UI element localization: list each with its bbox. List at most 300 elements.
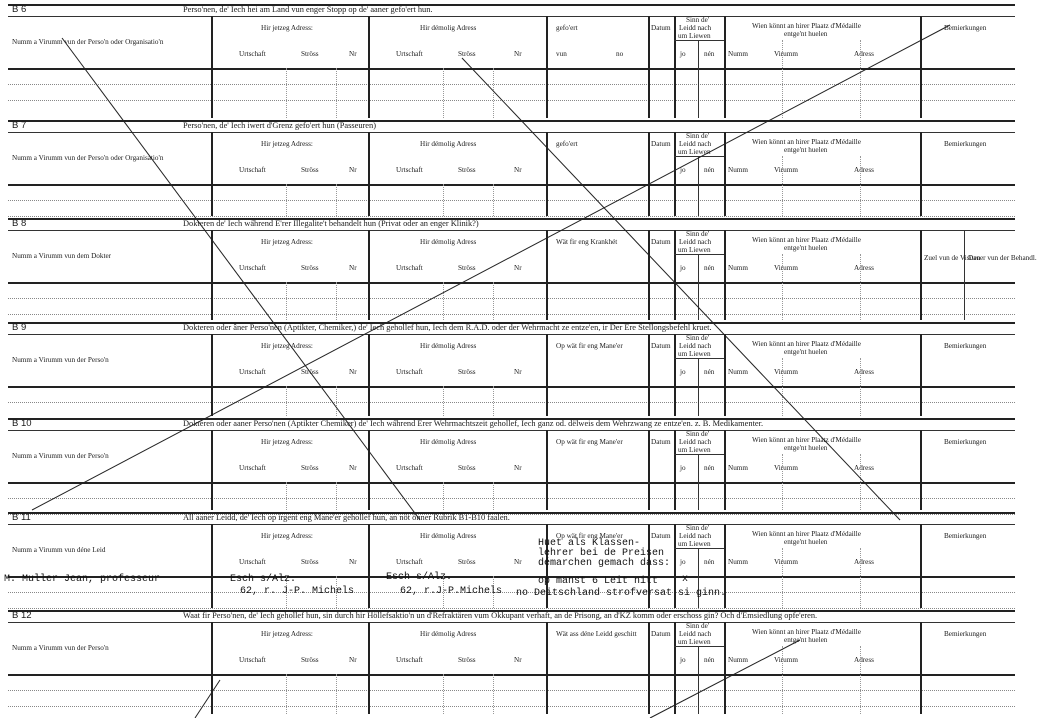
column-header-medal: Wien könnt an hirer Plaatz d'Médaille xyxy=(752,530,861,538)
rule xyxy=(8,132,1015,133)
column-header-date: Datum xyxy=(651,140,671,148)
column-header-locality: Urtschaft xyxy=(396,464,423,472)
section-code: B 8 xyxy=(12,218,27,229)
column-divider xyxy=(443,674,444,714)
rule xyxy=(8,282,1015,284)
section-code: B 11 xyxy=(12,512,31,523)
column-divider xyxy=(443,282,444,320)
column-header-medal-firstname: Virumm xyxy=(774,264,798,272)
column-header-street: Ströss xyxy=(301,264,319,272)
column-header-street: Ströss xyxy=(301,166,319,174)
column-divider xyxy=(546,334,548,416)
column-header-medal-firstname: Virumm xyxy=(774,558,798,566)
column-header-number: Nr xyxy=(514,464,522,472)
column-header-date: Datum xyxy=(651,630,671,638)
column-header-remarks: Bemierkungen xyxy=(944,140,987,148)
column-header-number: Nr xyxy=(349,464,357,472)
column-divider xyxy=(211,622,213,714)
column-header-street: Ströss xyxy=(458,656,476,664)
column-header-alive: Leidd nach xyxy=(679,24,712,32)
column-header-medal-address: Adress xyxy=(854,464,874,472)
column-divider xyxy=(698,358,699,416)
column-divider xyxy=(648,334,650,416)
rule xyxy=(8,84,1015,85)
section-title: Dokteren oder âner Perso'nen (Aptikter, Chemiker,) de' Iech gehollef hun, Iech dem R.A.D. oder der Wehrmacht ze entze'en, ir Der Ere Stellongsbefehl kruet. xyxy=(183,323,712,332)
column-header-street: Ströss xyxy=(458,166,476,174)
column-divider xyxy=(782,358,783,416)
column-header-current-address: Hir jetzeg Adress: xyxy=(261,532,313,540)
column-header-medal: entge'nt huelen xyxy=(784,30,828,38)
column-header-alive: Leidd nach xyxy=(679,238,712,246)
column-divider xyxy=(648,230,650,320)
column-header-current-address: Hir jetzeg Adress: xyxy=(261,438,313,446)
typed-former-locality: Esch s/Alz. xyxy=(386,572,453,583)
column-divider xyxy=(782,156,783,216)
column-header-medal-name: Numm xyxy=(728,464,748,472)
column-divider xyxy=(648,622,650,714)
column-divider xyxy=(286,482,287,510)
rule xyxy=(8,622,1015,623)
column-header-locality: Urtschaft xyxy=(396,368,423,376)
section-b9 xyxy=(8,322,1015,416)
column-header-medal-name: Numm xyxy=(728,50,748,58)
rule xyxy=(8,498,1015,499)
typed-former-street: 62, r.J-P.Michels xyxy=(400,586,503,597)
column-header-medal-name: Numm xyxy=(728,166,748,174)
rule xyxy=(8,512,1015,514)
column-header-locality: Urtschaft xyxy=(239,264,266,272)
section-code: B 7 xyxy=(12,120,27,131)
column-header-street: Ströss xyxy=(301,368,319,376)
column-divider xyxy=(674,430,676,510)
column-divider xyxy=(286,282,287,320)
typed-current-street: 62, r. J-P. Michels xyxy=(240,586,355,597)
column-header-former-address: Hir démolig Adress xyxy=(420,342,477,350)
column-header-current-address: Hir jetzeg Adress: xyxy=(261,24,313,32)
column-header-medal: entge'nt huelen xyxy=(784,146,828,154)
column-header-number: Nr xyxy=(514,50,522,58)
column-header-from: vun xyxy=(556,50,567,58)
section-code: B 12 xyxy=(12,610,32,621)
column-divider xyxy=(674,230,676,320)
column-divider xyxy=(493,184,494,216)
column-header-alive: um Liewen xyxy=(678,148,711,156)
rule xyxy=(8,200,1015,201)
column-header-alive: Sinn de' xyxy=(686,622,710,630)
column-header-medal: Wien könnt an hirer Plaatz d'Médaille xyxy=(752,628,861,636)
section-title: Dokteren de' Iech wa̋hrend E'rer Illegalite't behandelt hun (Privat oder an enger Klinik?) xyxy=(183,219,479,228)
column-header-date: Datum xyxy=(651,24,671,32)
rule xyxy=(8,690,1015,691)
column-header-medal: entge'nt huelen xyxy=(784,636,828,644)
rule xyxy=(8,706,1015,707)
column-header-alive: Leidd nach xyxy=(679,438,712,446)
column-divider xyxy=(546,622,548,714)
column-header-alive: Leidd nach xyxy=(679,342,712,350)
section-title: Perso'nen, de' Iech hei am Land vun enger Stopp op de' aaner gefo'ert hun. xyxy=(183,5,433,14)
column-header-street: Ströss xyxy=(458,464,476,472)
typed-how-line-2: lehrer bei de Preisen xyxy=(538,548,665,559)
column-divider xyxy=(724,230,726,320)
column-header-alive: um Liewen xyxy=(678,446,711,454)
column-header-medal-name: Numm xyxy=(728,368,748,376)
section-b12 xyxy=(8,610,1015,714)
column-header-medal-firstname: Virumm xyxy=(774,464,798,472)
column-divider xyxy=(920,524,922,608)
column-divider xyxy=(368,622,370,714)
rule xyxy=(8,482,1015,484)
column-header-locality: Urtschaft xyxy=(396,558,423,566)
column-divider xyxy=(493,674,494,714)
column-header-remarks: Bemierkungen xyxy=(944,24,987,32)
column-divider xyxy=(493,282,494,320)
section-code: B 9 xyxy=(12,322,27,333)
column-header-medal-address: Adress xyxy=(854,368,874,376)
column-divider xyxy=(546,230,548,320)
typed-name: M. Muller Jean, professeur xyxy=(4,574,161,585)
column-header-no: nén xyxy=(704,464,715,472)
column-header-street: Ströss xyxy=(301,464,319,472)
column-header-locality: Urtschaft xyxy=(396,656,423,664)
column-header-detail: Op wät fir eng Mane'er xyxy=(556,342,623,350)
column-divider xyxy=(368,524,370,608)
section-b10 xyxy=(8,418,1015,510)
column-header-yes: jo xyxy=(680,50,686,58)
column-header-current-address: Hir jetzeg Adress: xyxy=(261,342,313,350)
column-header-yes: jo xyxy=(680,656,686,664)
column-header-alive: um Liewen xyxy=(678,540,711,548)
column-header-former-address: Hir démolig Adress xyxy=(420,438,477,446)
column-header-alive: Leidd nach xyxy=(679,140,712,148)
section-title: Dokteren oder aaner Perso'nen (Aptikter Chemiker) de' Iech wa̋hrend Erer Wehrmachtszeit gehollef, Iech ganz od. dëlweis dem Wehrzwang ze entze'en. z. B. Medikamenter. xyxy=(183,419,764,428)
rule xyxy=(8,4,1015,6)
column-divider xyxy=(920,430,922,510)
column-header-medal-name: Numm xyxy=(728,264,748,272)
column-header-alive: um Liewen xyxy=(678,350,711,358)
column-divider xyxy=(211,430,213,510)
rule xyxy=(8,430,1015,431)
column-header-medal-address: Adress xyxy=(854,166,874,174)
column-header-medal-firstname: Virumm xyxy=(774,166,798,174)
section-code: B 10 xyxy=(12,418,32,429)
column-divider xyxy=(336,482,337,510)
column-header-name: Numm a Virumm vun dem Dokter xyxy=(12,252,112,260)
column-divider xyxy=(724,334,726,416)
column-header-alive: Sinn de' xyxy=(686,16,710,24)
column-divider xyxy=(546,132,548,216)
column-header-medal-firstname: Virumm xyxy=(774,368,798,376)
column-header-number: Nr xyxy=(514,656,522,664)
column-header-medal: Wien könnt an hirer Plaatz d'Médaille xyxy=(752,236,861,244)
column-divider xyxy=(211,524,213,608)
column-divider xyxy=(674,16,676,118)
section-title: All aaner Leidd, de' Iech op irgent eng Mane'er gehollef hun, an nöt önner Rubrik B1-B10 faalen. xyxy=(183,513,510,522)
column-header-locality: Urtschaft xyxy=(396,264,423,272)
column-header-name: Numm a Virumm vun der Perso'n oder Organisatio'n xyxy=(12,154,164,162)
column-divider xyxy=(368,132,370,216)
column-header-medal: Wien könnt an hirer Plaatz d'Médaille xyxy=(752,436,861,444)
column-divider xyxy=(698,646,699,714)
column-header-number: Nr xyxy=(349,166,357,174)
column-header-street: Ströss xyxy=(301,558,319,566)
column-header-alive: um Liewen xyxy=(678,246,711,254)
column-divider xyxy=(336,674,337,714)
column-header-street: Ströss xyxy=(458,50,476,58)
column-divider xyxy=(493,68,494,118)
column-header-medal: Wien könnt an hirer Plaatz d'Médaille xyxy=(752,340,861,348)
column-header-current-address: Hir jetzeg Adress: xyxy=(261,140,313,148)
section-b6 xyxy=(8,4,1015,118)
column-divider xyxy=(860,254,861,320)
typed-how-line-1: Huet als Klassen- xyxy=(538,538,641,549)
column-header-alive: Sinn de' xyxy=(686,430,710,438)
column-divider xyxy=(648,132,650,216)
column-header-detail: gefo'ert xyxy=(556,140,578,148)
column-divider xyxy=(443,482,444,510)
column-header-name: Numm a Virumm vun der Perso'n xyxy=(12,356,109,364)
rule xyxy=(8,216,1015,217)
column-divider xyxy=(443,68,444,118)
column-header-medal: Wien könnt an hirer Plaatz d'Médaille xyxy=(752,138,861,146)
rule xyxy=(8,218,1015,220)
column-divider xyxy=(860,156,861,216)
column-divider xyxy=(698,454,699,510)
column-divider xyxy=(336,282,337,320)
column-header-yes: jo xyxy=(680,166,686,174)
section-title: Waat fir Perso'nen, de' Iech gehollef hun, sin durch hir Höllefsaktio'n un d'Refraktären vum Okkupant verhaft, an de Prisong, an d'KZ komm oder erschoss gin? Och d'Emsiedlung opfe'eren. xyxy=(183,611,818,620)
section-title: Perso'nen, de' Iech iwert d'Grenz gefo'ert hun (Passeuren) xyxy=(183,121,377,130)
column-divider xyxy=(698,156,699,216)
column-divider xyxy=(920,622,922,714)
column-divider xyxy=(286,184,287,216)
column-divider xyxy=(724,430,726,510)
column-header-no: nén xyxy=(704,166,715,174)
column-header-name: Numm a Virumm vun der Perso'n xyxy=(12,644,109,652)
column-header-duration: Dauer vun der Behandl. xyxy=(968,254,1037,262)
column-divider xyxy=(724,16,726,118)
column-divider xyxy=(724,132,726,216)
column-divider xyxy=(546,16,548,118)
column-divider xyxy=(336,184,337,216)
column-header-former-address: Hir démolig Adress xyxy=(420,140,477,148)
column-header-no: nén xyxy=(704,368,715,376)
column-divider xyxy=(211,334,213,416)
column-header-alive: Sinn de' xyxy=(686,230,710,238)
column-header-detail: Op wät fir eng Mane'er xyxy=(556,438,623,446)
column-header-medal: entge'nt huelen xyxy=(784,444,828,452)
column-header-medal: entge'nt huelen xyxy=(784,244,828,252)
typed-how-line-5: no Deitschland strofversat si ginn. xyxy=(516,588,727,599)
column-header-name: Numm a Virumm vun der Perso'n xyxy=(12,452,109,460)
column-header-number: Nr xyxy=(514,558,522,566)
column-header-date: Datum xyxy=(651,438,671,446)
column-header-date: Datum xyxy=(651,342,671,350)
column-divider xyxy=(698,254,699,320)
rule xyxy=(8,16,1015,17)
column-header-alive: um Liewen xyxy=(678,638,711,646)
column-divider xyxy=(443,386,444,416)
rule xyxy=(8,334,1015,335)
column-header-locality: Urtschaft xyxy=(239,50,266,58)
column-divider xyxy=(964,230,965,320)
column-divider xyxy=(368,334,370,416)
column-header-no: nén xyxy=(704,50,715,58)
column-divider xyxy=(920,334,922,416)
column-header-locality: Urtschaft xyxy=(239,656,266,664)
column-divider xyxy=(286,674,287,714)
column-header-yes: jo xyxy=(680,464,686,472)
column-divider xyxy=(920,132,922,216)
column-divider xyxy=(782,548,783,608)
column-header-number: Nr xyxy=(349,656,357,664)
rule xyxy=(8,298,1015,299)
typed-alive-mark: x xyxy=(682,574,689,585)
column-divider xyxy=(674,132,676,216)
column-header-locality: Urtschaft xyxy=(239,464,266,472)
column-divider xyxy=(782,40,783,118)
column-header-detail: gefo'ert xyxy=(556,24,578,32)
column-header-current-address: Hir jetzeg Adress: xyxy=(261,630,313,638)
column-divider xyxy=(674,622,676,714)
column-header-no: nén xyxy=(704,264,715,272)
column-divider xyxy=(493,482,494,510)
column-header-locality: Urtschaft xyxy=(239,558,266,566)
column-header-medal-firstname: Virumm xyxy=(774,656,798,664)
column-header-medal-firstname: Virumm xyxy=(774,50,798,58)
column-divider xyxy=(860,646,861,714)
column-header-name: Numm a Virumm vun der Perso'n oder Organisatio'n xyxy=(12,38,164,46)
rule xyxy=(8,524,1015,525)
column-header-former-address: Hir démolig Adress xyxy=(420,630,477,638)
column-header-locality: Urtschaft xyxy=(239,166,266,174)
column-header-medal-address: Adress xyxy=(854,558,874,566)
column-header-current-address: Hir jetzeg Adress: xyxy=(261,238,313,246)
column-header-remarks: Bemierkungen xyxy=(944,342,987,350)
section-code: B 6 xyxy=(12,4,27,15)
column-divider xyxy=(920,16,922,118)
rule xyxy=(8,314,1015,315)
column-divider xyxy=(286,386,287,416)
column-header-street: Ströss xyxy=(301,656,319,664)
column-header-alive: Sinn de' xyxy=(686,524,710,532)
rule xyxy=(8,120,1015,122)
column-divider xyxy=(860,40,861,118)
column-header-locality: Urtschaft xyxy=(239,368,266,376)
column-header-medal-address: Adress xyxy=(854,50,874,58)
column-divider xyxy=(782,254,783,320)
column-header-remarks: Bemierkungen xyxy=(944,438,987,446)
column-header-medal: entge'nt huelen xyxy=(784,348,828,356)
column-divider xyxy=(336,386,337,416)
column-header-number: Nr xyxy=(349,558,357,566)
rule xyxy=(8,674,1015,676)
column-divider xyxy=(674,334,676,416)
column-header-medal: Wien könnt an hirer Plaatz d'Médaille xyxy=(752,22,861,30)
column-divider xyxy=(782,454,783,510)
column-header-alive: Sinn de' xyxy=(686,132,710,140)
column-divider xyxy=(698,548,699,608)
column-divider xyxy=(860,454,861,510)
column-header-remarks: Bemierkungen xyxy=(944,630,987,638)
column-divider xyxy=(698,40,699,118)
column-header-street: Ströss xyxy=(301,50,319,58)
typed-current-locality: Esch s/Alz. xyxy=(230,574,297,585)
column-header-yes: jo xyxy=(680,558,686,566)
column-header-locality: Urtschaft xyxy=(396,166,423,174)
section-b8 xyxy=(8,218,1037,320)
column-header-to: no xyxy=(616,50,624,58)
column-divider xyxy=(211,132,213,216)
column-divider xyxy=(211,230,213,320)
column-header-street: Ströss xyxy=(458,264,476,272)
column-divider xyxy=(724,622,726,714)
column-divider xyxy=(368,16,370,118)
column-header-medal-address: Adress xyxy=(854,656,874,664)
column-header-yes: jo xyxy=(680,264,686,272)
column-divider xyxy=(443,184,444,216)
column-header-remarks: Bemierkungen xyxy=(944,532,987,540)
column-header-no: nén xyxy=(704,558,715,566)
column-header-former-address: Hir démolig Adress xyxy=(420,532,477,540)
rule xyxy=(8,386,1015,388)
column-header-medal-address: Adress xyxy=(854,264,874,272)
column-header-number: Nr xyxy=(349,264,357,272)
column-header-street: Ströss xyxy=(458,368,476,376)
column-header-visits: Zuel vun de Visiten xyxy=(924,254,981,262)
typed-how-line-3: démarchen gemach dass: xyxy=(538,558,671,569)
column-divider xyxy=(860,548,861,608)
column-divider xyxy=(368,230,370,320)
column-divider xyxy=(782,646,783,714)
column-header-number: Nr xyxy=(349,50,357,58)
column-header-alive: Sinn de' xyxy=(686,334,710,342)
rule xyxy=(8,402,1015,403)
column-header-number: Nr xyxy=(514,264,522,272)
column-divider xyxy=(211,16,213,118)
section-b7 xyxy=(8,120,1015,216)
column-header-street: Ströss xyxy=(458,558,476,566)
column-divider xyxy=(860,358,861,416)
column-header-medal-name: Numm xyxy=(728,558,748,566)
column-header-alive: Leidd nach xyxy=(679,532,712,540)
section-b11 xyxy=(4,512,1015,608)
column-header-medal: entge'nt huelen xyxy=(784,538,828,546)
column-divider xyxy=(368,430,370,510)
column-header-alive: um Liewen xyxy=(678,32,711,40)
column-divider xyxy=(546,430,548,510)
rule xyxy=(8,608,1015,609)
column-header-former-address: Hir démolig Adress xyxy=(420,238,477,246)
column-header-date: Datum xyxy=(651,532,671,540)
typed-how-line-4: op manst 6 Leit nitt xyxy=(538,576,659,587)
column-header-no: nén xyxy=(704,656,715,664)
column-header-alive: Leidd nach xyxy=(679,630,712,638)
column-header-detail: Wät fir eng Krankhét xyxy=(556,238,618,246)
column-header-yes: jo xyxy=(680,368,686,376)
column-header-date: Datum xyxy=(651,238,671,246)
rule xyxy=(8,592,1015,593)
column-header-name: Numm a Virumm vun déne Leid xyxy=(12,546,106,554)
column-divider xyxy=(336,68,337,118)
rule xyxy=(8,68,1015,70)
column-divider xyxy=(920,230,922,320)
column-header-detail: Wät ass déne Leidd geschitt xyxy=(556,630,637,638)
column-header-number: Nr xyxy=(349,368,357,376)
rule xyxy=(8,184,1015,186)
column-divider xyxy=(286,68,287,118)
column-header-number: Nr xyxy=(514,166,522,174)
column-divider xyxy=(648,16,650,118)
